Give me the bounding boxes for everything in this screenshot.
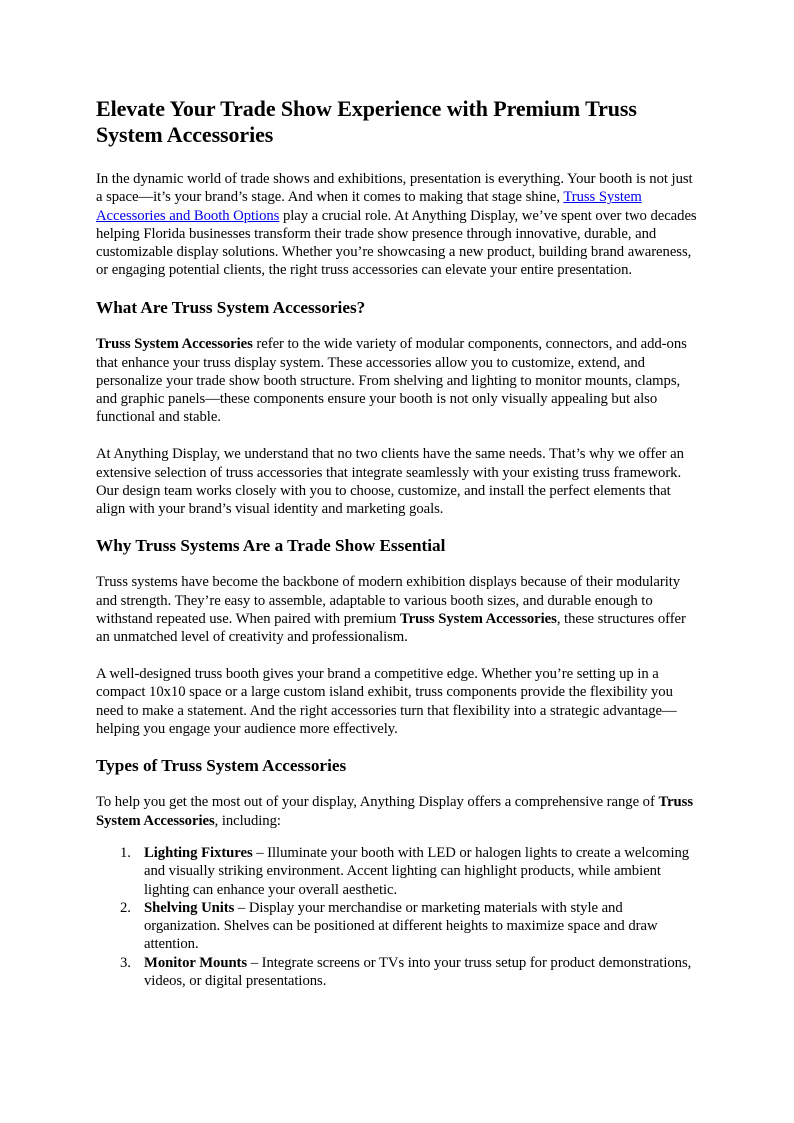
list-item-number: 1. — [120, 844, 131, 861]
list-item-text: – Integrate screens or TVs into your truss setup for product demonstrations, videos, or digital presentations. — [144, 954, 692, 989]
section2-paragraph-2: A well-designed truss booth gives your brand a competitive edge. Whether you’re setting up in a compact 10x10 space or a large custom island exhibit, truss components provide the flexibility you need to make a statement. And the right accessories turn that flexibility into a strategic advantage—helping you engage your audience more effectively. — [96, 666, 677, 738]
page-title: Elevate Your Trade Show Experience with Premium Truss System Accessories — [96, 96, 637, 147]
section3-p1-end: , including: — [214, 812, 281, 829]
bold-term: Truss System Accessories — [96, 336, 253, 353]
section1-paragraph-1 — [96, 335, 700, 426]
section2-paragraph-1 — [96, 573, 700, 646]
intro-paragraph — [96, 170, 700, 280]
intro-text-end: play a crucial role. At Anything Display, we’ve spent over two decades helping Florida businesses transform their trade show presence through innovative, durable, and customizable display solutions. Whether you’re showcasing a new product, building brand awareness, or engaging potential clients, the right truss accessories can elevate your entire presentation. — [96, 207, 697, 279]
section2-p1-start: Truss systems have become the backbone of modern exhibition displays because of their modularity and strength. They’re easy to assemble, adaptable to various booth sizes, and durable enough to withstand repeated use. When paired with premium — [96, 574, 681, 628]
document-page — [96, 96, 700, 990]
list-item — [96, 844, 700, 899]
list-item-title: Monitor Mounts — [144, 954, 248, 971]
bold-term: Truss System Accessories — [400, 611, 557, 628]
section1-paragraph-2: At Anything Display, we understand that no two clients have the same needs. That’s why we offer an extensive selection of truss accessories that integrate seamlessly with your existing truss framework. Our design team works closely with you to choose, customize, and install the perfect elements that align with your brand’s visual identity and marketing goals. — [96, 446, 684, 518]
list-item-title: Shelving Units — [144, 899, 235, 916]
intro-text-start: In the dynamic world of trade shows and exhibitions, presentation is everything. Your booth is not just a space—it’s your brand’s stage. And when it comes to making that stage shine, — [96, 171, 693, 206]
list-item-text: – Display your merchandise or marketing materials with style and organization. Shelves can be positioned at different heights to maximize space and draw attention. — [144, 899, 658, 953]
section2-p1-end: , these structures offer an unmatched level of creativity and professionalism. — [96, 611, 686, 646]
truss-accessories-link[interactable]: Truss System Accessories and Booth Options — [96, 189, 642, 224]
section3-p1-start: To help you get the most out of your display, Anything Display offers a comprehensive range of — [96, 794, 659, 811]
list-item-number: 2. — [120, 899, 131, 916]
bold-term: Truss System Accessories — [96, 794, 694, 829]
list-item-text: – Illuminate your booth with LED or halogen lights to create a welcoming and visually striking environment. Accent lighting can highlight products, while ambient lighting can enhance your overall aesthetic. — [144, 844, 690, 898]
section1-p1-text: refer to the wide variety of modular components, connectors, and add-ons that enhance your truss display system. These accessories allow you to customize, extend, and personalize your trade show booth structure. From shelving and lighting to monitor mounts, clamps, and graphic panels—these components ensure your booth is not only visually appealing but also functional and stable. — [96, 336, 687, 426]
section-heading-types: Types of Truss System Accessories — [96, 756, 347, 776]
section-heading-what-are: What Are Truss System Accessories? — [96, 298, 366, 318]
section-heading-why-essential: Why Truss Systems Are a Trade Show Essential — [96, 536, 446, 556]
accessories-list — [96, 844, 700, 990]
list-item — [96, 954, 700, 991]
list-item — [96, 899, 700, 954]
list-item-title: Lighting Fixtures — [144, 844, 253, 861]
list-item-number: 3. — [120, 954, 131, 971]
section3-paragraph-1 — [96, 793, 700, 830]
